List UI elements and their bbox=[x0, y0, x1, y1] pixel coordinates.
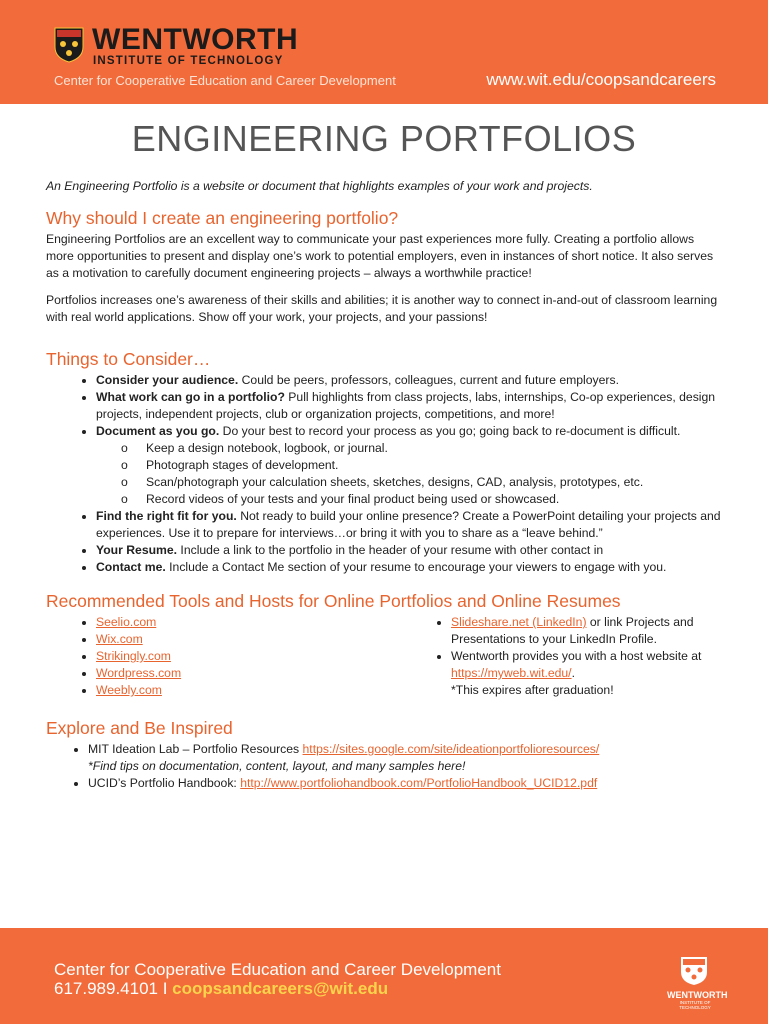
strikingly-link[interactable]: Strikingly.com bbox=[96, 649, 171, 663]
tools-columns bbox=[46, 614, 724, 699]
wix-link[interactable]: Wix.com bbox=[96, 632, 143, 646]
mit-ideation-link[interactable]: https://sites.google.com/site/ideationportfolioresources/ bbox=[302, 742, 600, 756]
list-item: • Wentworth provides you with a host website at https://myweb.wit.edu/. *This expires after graduation! bbox=[451, 648, 724, 699]
list-item bbox=[96, 648, 424, 665]
footer-email-link[interactable]: coopsandcareers@wit.edu bbox=[172, 979, 389, 998]
explore-list bbox=[46, 741, 724, 792]
tools-heading: Recommended Tools and Hosts for Online Portfolios and Online Resumes bbox=[46, 591, 621, 611]
list-item: • Find the right fit for you. Not ready to build your online presence? Create a PowerPoint detailing your projects and experiences. Use it to prepare for interviews…or bring it with you to share as a “leave behind.” bbox=[96, 508, 724, 542]
wentworth-shield-icon bbox=[54, 27, 84, 63]
list-item: • MIT Ideation Lab – Portfolio Resources https://sites.google.com/site/ideationportfolioresources/ *Find tips on documentation, content, layout, and many samples here! bbox=[88, 741, 724, 775]
explore-heading: Explore and Be Inspired bbox=[46, 718, 233, 738]
portfolio-handbook-link[interactable]: http://www.portfoliohandbook.com/PortfolioHandbook_UCID12.pdf bbox=[240, 776, 598, 790]
list-item: • Document as you go. Do your best to record your process as you go; going back to re-document is difficult. o Keep a design notebook, logbook, or journal. o Photograph stages of development. o Scan/photograph your calculation sheets, sketches, designs, CAD, analysis, prototypes, etc. o Record videos of your tests and your final product being used or showcased. bbox=[96, 423, 724, 508]
sub-list-item: o Record videos of your tests and your final product being used or showcased. bbox=[121, 491, 724, 508]
page-title: ENGINEERING PORTFOLIOS bbox=[131, 118, 637, 159]
seelio-link[interactable]: Seelio.com bbox=[96, 615, 157, 629]
header-url-link[interactable]: www.wit.edu/coopsandcareers bbox=[486, 70, 716, 89]
sub-list-item: o Keep a design notebook, logbook, or journal. bbox=[121, 440, 724, 457]
sub-list-item: o Scan/photograph your calculation sheets, sketches, designs, CAD, analysis, prototypes, etc. bbox=[121, 474, 724, 491]
footer-banner bbox=[0, 928, 768, 1024]
list-item bbox=[96, 682, 424, 699]
list-item bbox=[96, 665, 424, 682]
list-item: • What work can go in a portfolio? Pull highlights from class projects, labs, internships, Co-op experiences, design projects, independent projects, club or organization projects, competitions, and more! bbox=[96, 389, 724, 423]
consider-list bbox=[46, 372, 724, 576]
sub-list-item: o Photograph stages of development. bbox=[121, 457, 724, 474]
footer-phone: 617.989.4101 I bbox=[54, 979, 173, 998]
header-banner bbox=[0, 0, 768, 104]
why-paragraph-2: Portfolios increases one’s awareness of their skills and abilities; it is another way to connect in-and-out of classroom learning with real world applications. Show off your work, your projects, and your passions! bbox=[46, 293, 718, 324]
why-heading: Why should I create an engineering portfolio? bbox=[46, 208, 399, 228]
tools-left-column bbox=[46, 614, 424, 699]
logo-subtitle: INSTITUTE OF TECHNOLOGY bbox=[93, 55, 284, 67]
document-sub-list bbox=[96, 440, 724, 508]
wentworth-shield-icon bbox=[680, 956, 708, 986]
logo-wordmark: WENTWORTH bbox=[92, 23, 299, 56]
footer-contact bbox=[54, 979, 388, 999]
list-item: • Contact me. Include a Contact Me section of your resume to encourage your viewers to engage with you. bbox=[96, 559, 724, 576]
weebly-link[interactable]: Weebly.com bbox=[96, 683, 162, 697]
list-item: • Slideshare.net (LinkedIn) or link Projects and Presentations to your LinkedIn Profile. bbox=[451, 614, 724, 648]
header-center-name: Center for Cooperative Education and Career Development bbox=[54, 73, 396, 88]
list-item bbox=[96, 631, 424, 648]
list-item bbox=[96, 614, 424, 631]
wordpress-link[interactable]: Wordpress.com bbox=[96, 666, 182, 680]
expiry-note: *This expires after graduation! bbox=[451, 683, 614, 697]
list-item: • Your Resume. Include a link to the portfolio in the header of your resume with other contact in bbox=[96, 542, 724, 559]
consider-heading: Things to Consider… bbox=[46, 349, 211, 369]
footer-logo-subtitle: INSTITUTE OF TECHNOLOGY bbox=[679, 1000, 711, 1010]
list-item: • UCID’s Portfolio Handbook: http://www.portfoliohandbook.com/PortfolioHandbook_UCID12.pdf bbox=[88, 775, 724, 792]
why-paragraph-1: Engineering Portfolios are an excellent way to communicate your past experiences more fully. Creating a portfolio allows more opportunities to present and display one’s work to potential employers, even in instances of short notice. It also serves as a motivation to carefully document engineering projects – always a worthwhile practice! bbox=[46, 232, 714, 280]
mit-note: *Find tips on documentation, content, layout, and many samples here! bbox=[88, 759, 466, 773]
footer-logo-wordmark: WENTWORTH bbox=[667, 990, 728, 1000]
myweb-link[interactable]: https://myweb.wit.edu/ bbox=[451, 666, 572, 680]
document-body bbox=[46, 178, 724, 802]
tools-right-column bbox=[424, 614, 724, 699]
footer-center-name: Center for Cooperative Education and Career Development bbox=[54, 960, 501, 979]
list-item: • Consider your audience. Could be peers, professors, colleagues, current and future employers. bbox=[96, 372, 724, 389]
intro-text: An Engineering Portfolio is a website or document that highlights examples of your work and projects. bbox=[46, 179, 593, 193]
slideshare-link[interactable]: Slideshare.net (LinkedIn) bbox=[451, 615, 587, 629]
